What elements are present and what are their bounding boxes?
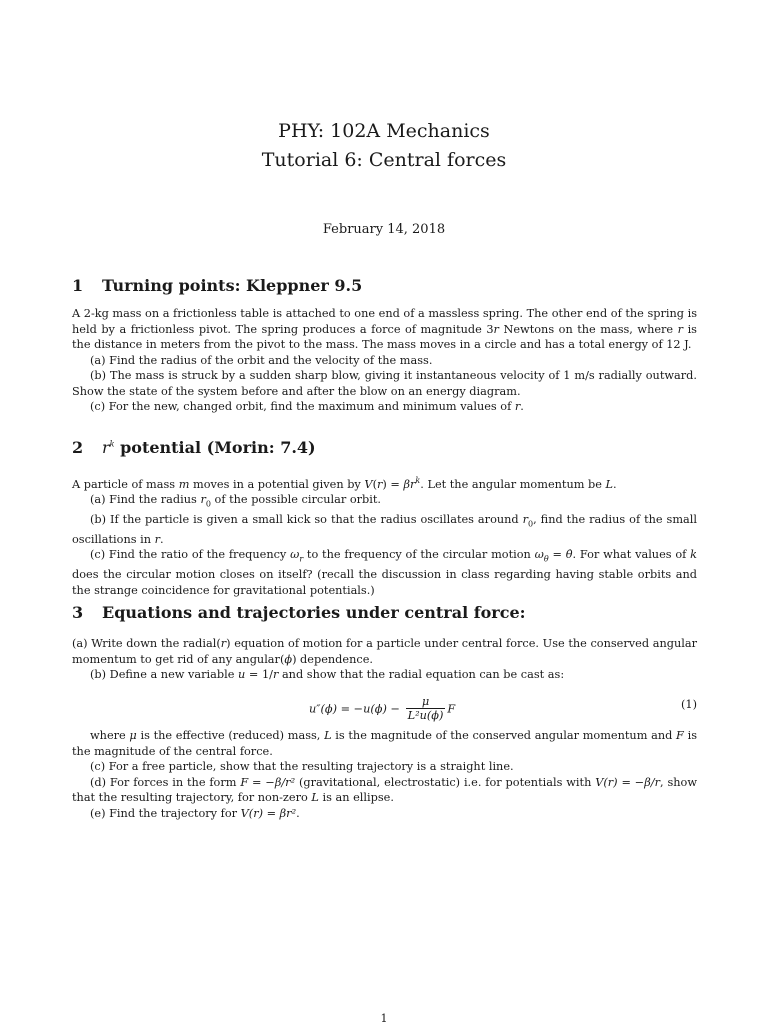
course-title: PHY: 102A Mechanics [278,120,490,142]
question-b: (b) If the particle is given a small kick so that the radius oscillates around $r_0$, find the radius of the small oscillations in r. [72,513,698,546]
question-a: (a) Write down the radial(r) equation of motion for a particle under central force. Use the conserved angular momentum to get rid of any angular(ϕ) dependence. [72,637,697,666]
question-c: (c) For the new, changed orbit, find the maximum and minimum values of r. [90,400,524,413]
document-date: February 14, 2018 [322,222,446,237]
section-2-body [72,473,697,598]
section-number: 1 [72,276,84,295]
section-title: Equations and trajectories under central force: [102,603,526,622]
equation-1 [72,690,697,724]
section-title: potential (Morin: 7.4) [114,438,316,457]
section-1-heading [72,276,362,295]
tutorial-title: Tutorial 6: Central forces [261,149,507,171]
paragraph: A 2-kg mass on a frictionless table is attached to one end of a massless spring. The other end of the spring is held by a frictionless pivot. The spring produces a force of magnitude 3r Newtons on the mass, where r is the distance in meters from the pivot to the mass. The mass moves in a circle and has a total energy of 12 J. [72,307,697,351]
section-1-body [72,306,697,415]
section-title: Turning points: Kleppner 9.5 [102,276,363,295]
question-c: (c) Find the ratio of the frequency $\omega_r$ to the frequency of the circular motion $\omega_\theta$ = θ̇. For what values of k does the circular motion closes on itself? (recall the discussion in class regarding having stable orbits and the strange coincidence for gravitational potentials.) [72,548,697,597]
paragraph: where μ is the effective (reduced) mass, L is the magnitude of the conserved angular momentum and F is the magnitude of the central force. [72,729,697,758]
question-d: (d) For forces in the form F = −β/r² (gravitational, electrostatic) i.e. for potentials with V(r) = −β/r, show that the resulting trajectory, for non-zero L is an ellipse. [72,775,698,804]
section-3-body-top [72,636,697,683]
section-number: 3 [72,603,84,622]
section-3-heading [72,603,526,622]
fraction: $\frac{\mu}{\text{L²u(ϕ)}}$ [407,695,444,722]
equation-number: (1) [680,698,697,711]
question-a: (a) Find the radius of the orbit and the velocity of the mass. [90,353,433,367]
question-a: (a) Find the radius $r_0$ of the possible circular orbit. [90,493,382,509]
equation-body: u″(ϕ) = −u(ϕ) − $\frac{\mu}{\text{L²u(ϕ)}}$ F [309,695,456,722]
section-2-heading: 2 $r^k$ potential (Morin: 7.4) [72,438,316,457]
question-e: (e) Find the trajectory for V(r) = βr². [90,806,300,820]
section-3-body-bottom [72,728,697,821]
question-b: (b) The mass is struck by a sudden sharp blow, giving it instantaneous velocity of 1 m/s radially outward. Show the state of the system before and after the blow on an energy diagram. [72,369,697,398]
paragraph: A particle of mass m moves in a potential given by $V(r) = \beta r^k$. Let the angular momentum be L. [72,476,617,491]
section-number: 2 [72,438,84,457]
page-number: 1 [380,1012,388,1025]
question-b: (b) Define a new variable u = 1/r and show that the radial equation can be cast as: [90,668,565,681]
question-c: (c) For a free particle, show that the resulting trajectory is a straight line. [90,760,514,773]
